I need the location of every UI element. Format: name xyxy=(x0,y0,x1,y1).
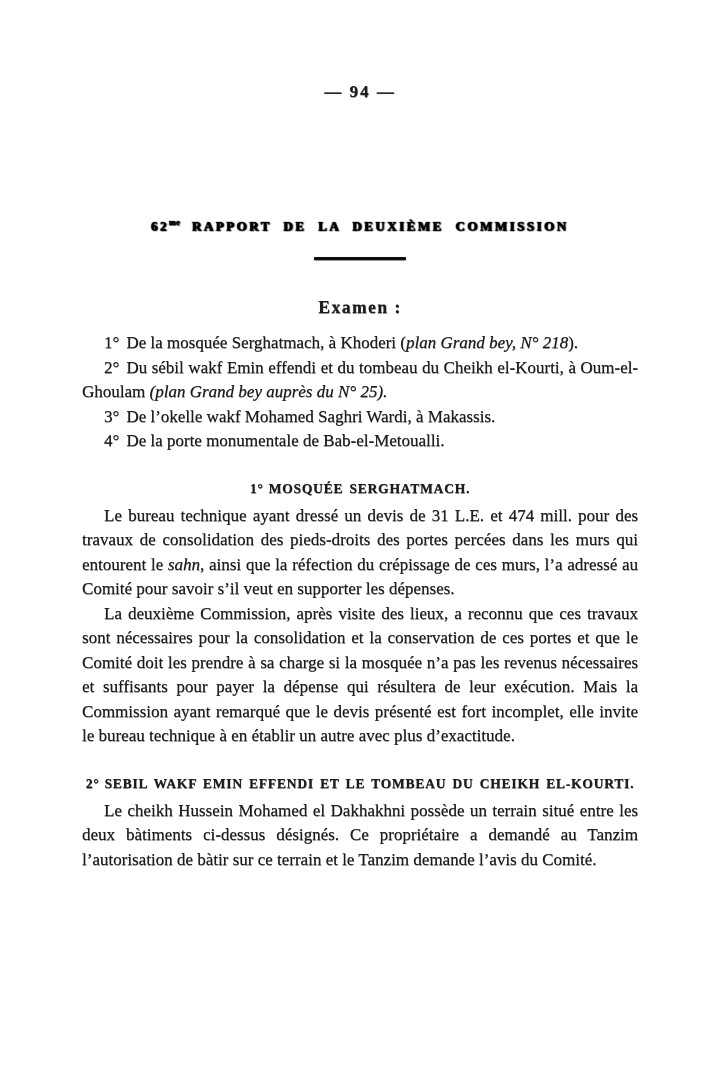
paragraph-text: La deuxième Commission, après visite des lieux, a reconnu que ces travaux sont nécessaires pour la consolidation et la conservation de ces portes et que le Comité doit les prendre à sa charge si la mosquée n’a pas les revenus nécessaires et suffisants pour payer la dépense qui résultera de leur exécution. Mais la Commission ayant remarqué que le devis présenté est fort incomplet, elle invite le bureau technique à en établir un autre avec plus d’exactitude. xyxy=(82,603,638,746)
item-number: 4° xyxy=(104,431,120,451)
section-title: SEBIL WAKF EMIN EFFENDI ET LE TOMBEAU DU CHEIKH EL-KOURTI. xyxy=(104,775,635,791)
paragraph-text-italic: sahn xyxy=(167,554,201,574)
section-body-1 xyxy=(82,504,638,749)
item-text: De la porte monumentale de Bab-el-Metoualli. xyxy=(126,431,445,451)
report-title-text: RAPPORT DE LA DEUXIÈME COMMISSION xyxy=(192,218,569,234)
section-number: 2° xyxy=(85,775,100,791)
section-heading-sebil-wakf xyxy=(82,776,638,792)
examen-item-3 xyxy=(82,405,638,430)
report-number-suffix: me xyxy=(169,218,181,227)
examen-item-1 xyxy=(82,331,638,356)
item-text: Du sébil wakf Emin effendi et du tombeau du Cheikh el-Kourti, à Oum-el-Ghoulam xyxy=(82,357,638,402)
page-number: — 94 — xyxy=(324,82,396,101)
paragraph-text-end: , ainsi que la réfection du crépissage de ces murs, l’a adressé au Comité pour savoir s’il veut en supporter les dépenses. xyxy=(82,554,638,599)
paragraph xyxy=(82,602,638,749)
paragraph xyxy=(82,504,638,602)
examen-list xyxy=(82,331,638,454)
examen-item-4 xyxy=(82,429,638,454)
examen-item-2 xyxy=(82,356,638,405)
section-heading-mosquee-serghatmach xyxy=(82,481,638,497)
item-text-italic: plan Grand bey, N° 218 xyxy=(405,333,569,353)
examen-heading: Examen : xyxy=(318,297,402,318)
section-number: 1° xyxy=(249,480,264,496)
item-text: De l’okelle wakf Mohamed Saghri Wardi, à Makassis. xyxy=(126,406,496,426)
item-number: 2° xyxy=(104,357,120,377)
item-text-end: ). xyxy=(568,333,579,353)
paragraph xyxy=(82,799,638,873)
item-text: De la mosquée Serghatmach, à Khoderi ( xyxy=(126,333,406,353)
paragraph-text: Le cheikh Hussein Mohamed el Dakhakhni possède un terrain situé entre les deux bàtiments ci-dessus désignés. Ce propriétaire a demandé au Tanzim l’autorisation de bàtir sur ce terrain et le Tanzim demande l’avis du Comité. xyxy=(82,800,638,869)
report-number: 62 xyxy=(151,218,170,234)
paragraph-text: Le bureau technique ayant dressé un devis de 31 L.E. et 474 mill. pour des travaux de consolidation des pieds-droits des portes percées dans les murs qui entourent le xyxy=(82,505,638,574)
item-number: 1° xyxy=(104,333,120,353)
report-title xyxy=(82,218,638,234)
section-title: MOSQUÉE SERGHATMACH. xyxy=(268,480,471,496)
section-body-2 xyxy=(82,799,638,873)
header-divider xyxy=(314,257,406,260)
item-number: 3° xyxy=(104,406,120,426)
item-text-italic: (plan Grand bey auprès du N° 25). xyxy=(149,382,388,402)
